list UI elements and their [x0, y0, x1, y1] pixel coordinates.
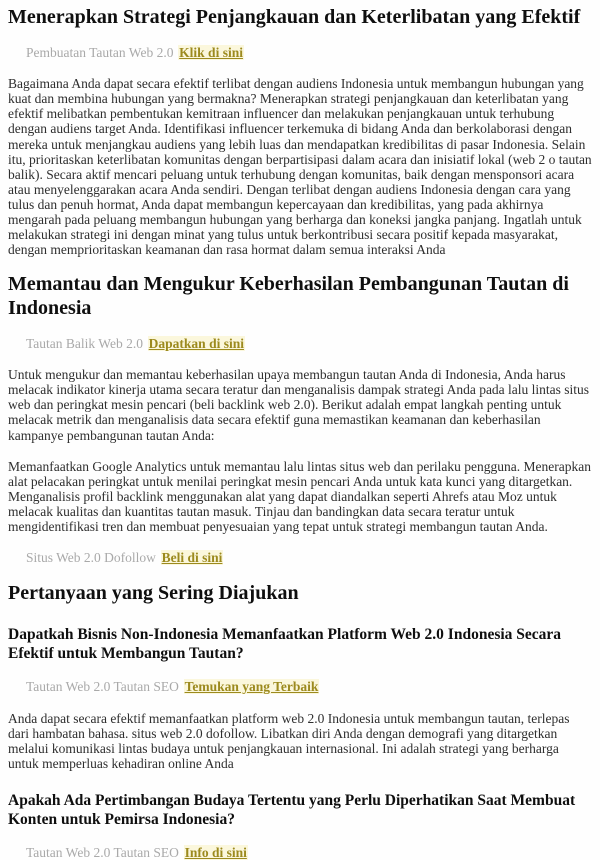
promo-line-4	[8, 679, 592, 695]
promo-label-2: Tautan Balik Web 2.0	[26, 335, 143, 351]
promo-line-3	[8, 550, 592, 566]
promo-link-info-di-sini[interactable]: Info di sini	[184, 844, 247, 860]
promo-link-temukan-yang-terbaik[interactable]: Temukan yang Terbaik	[184, 679, 319, 695]
promo-line-2	[8, 336, 592, 352]
paragraph-monitoring-steps: Memanfaatkan Google Analytics untuk memantau lalu lintas situs web dan perilaku pengguna. Menerapkan alat pelacakan peringkat untuk menilai peringkat mesin pencari Anda untuk kata kunci yang ditargetkan. Menganalisis profil backlink menggunakan alat yang dapat diandalkan seperti Ahrefs atau Moz untuk melacak kualitas dan kuantitas tautan masuk. Tinjau dan bandingkan data secara teratur untuk mengidentifikasi tren dan membuat penyesuaian yang tepat untuk strategi membangun tautan Anda.	[8, 458, 591, 535]
section-heading-monitoring: Memantau dan Mengukur Keberhasilan Pembangunan Tautan di Indonesia	[8, 273, 569, 320]
promo-label-5: Tautan Web 2.0 Tautan SEO	[26, 844, 179, 860]
promo-line-5	[8, 845, 592, 860]
section-heading-faq: Pertanyaan yang Sering Diajukan	[8, 581, 299, 604]
faq-answer-1: Anda dapat secara efektif memanfaatkan platform web 2.0 Indonesia untuk membangun tautan, terlepas dari hambatan bahasa. situs web 2.0 dofollow. Libatkan diri Anda dengan demografi yang ditargetkan melalui komunikasi lintas budaya untuk penjangkauan internasional. Ini adalah strategi yang berharga untuk memperluas kehadiran online Anda	[8, 710, 570, 771]
faq-question-2: Apakah Ada Pertimbangan Budaya Tertentu yang Perlu Diperhatikan Saat Membuat Konten untuk Pemirsa Indonesia?	[8, 792, 576, 828]
faq-question-1: Dapatkah Bisnis Non-Indonesia Memanfaatkan Platform Web 2.0 Indonesia Secara Efektif untuk Membangun Tautan?	[8, 626, 562, 663]
promo-line-1	[8, 45, 592, 61]
promo-link-beli-di-sini[interactable]: Beli di sini	[161, 550, 223, 566]
paragraph-monitoring-intro: Untuk mengukur dan memantau keberhasilan upaya membangun tautan Anda di Indonesia, Anda harus melacak indikator kinerja utama secara teratur dan menganalisis dampak strategi Anda pada lalu lintas situs web dan peringkat mesin pencari (beli backlink web 2.0). Berikut adalah empat langkah penting untuk melacak metrik dan menganalisis data secara efektif guna memastikan keamanan dan keberhasilan kampanye pembangunan tautan Anda:	[8, 367, 590, 443]
promo-label-4: Tautan Web 2.0 Tautan SEO	[26, 679, 179, 695]
section-heading-outreach: Menerapkan Strategi Penjangkauan dan Keterlibatan yang Efektif	[8, 6, 581, 28]
promo-label-1: Pembuatan Tautan Web 2.0	[26, 44, 174, 60]
promo-link-klik-di-sini[interactable]: Klik di sini	[179, 44, 243, 60]
promo-link-dapatkan-di-sini[interactable]: Dapatkan di sini	[148, 335, 244, 351]
promo-label-3: Situs Web 2.0 Dofollow	[26, 550, 156, 566]
paragraph-outreach: Bagaimana Anda dapat secara efektif terlibat dengan audiens Indonesia untuk membangun hubungan yang kuat dan membina hubungan yang bermakna? Menerapkan strategi penjangkauan dan keterlibatan yang efektif melibatkan pembentukan kemitraan influencer dan melakukan penjangkauan untuk terhubung dengan audiens target Anda. Identifikasi influencer terkemuka di bidang Anda dan berkolaborasi dengan mereka untuk menjangkau audiens yang lebih luas dan mendapatkan kredibilitas di pasar Indonesia. Selain itu, prioritaskan keterlibatan komunitas dengan berpartisipasi dalam acara dan inisiatif lokal (web 2 o tautan balik). Secara aktif mencari peluang untuk terhubung dengan komunitas, baik dengan mensponsori acara atau menyelenggarakan acara Anda sendiri. Dengan terlibat dengan audiens Indonesia dengan cara yang tulus dan penuh hormat, Anda dapat membangun kepercayaan dan kredibilitas, yang pada akhirnya mengarah pada peluang membangun hubungan yang berharga dan koneksi jangka panjang. Ingatlah untuk melakukan strategi ini dengan minat yang tulus untuk berkontribusi secara positif kepada masyarakat, dengan memprioritaskan keamanan dan rasa hormat dalam semua interaksi Anda	[8, 76, 592, 258]
